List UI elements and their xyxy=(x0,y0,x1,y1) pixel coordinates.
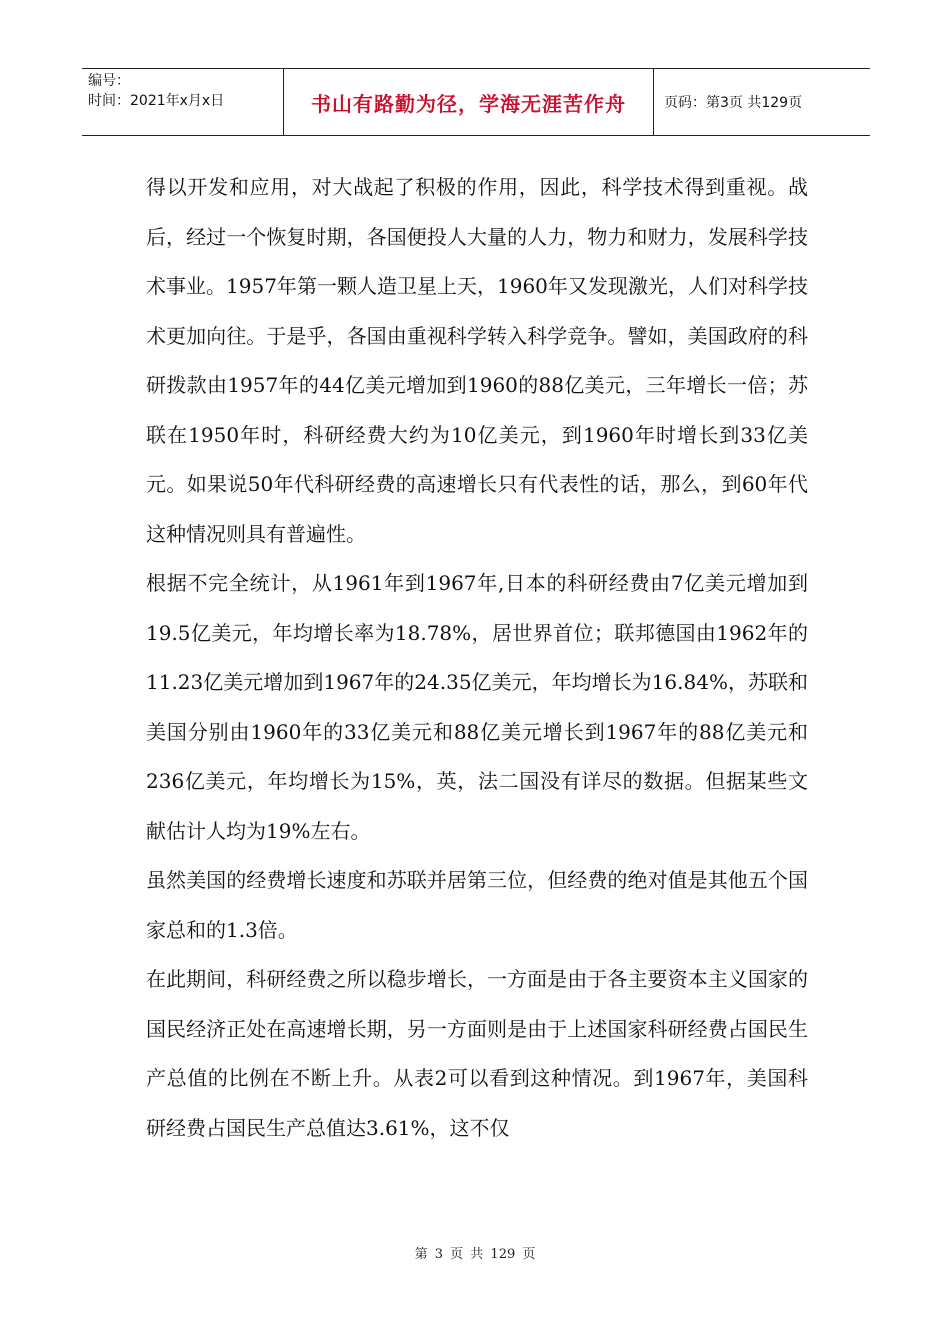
header-meta xyxy=(82,69,284,135)
page-footer: 第 3 页 共 129 页 xyxy=(414,1247,536,1262)
page-header xyxy=(82,68,870,136)
header-motto-cell xyxy=(284,69,654,135)
paragraph-3: 虽然美国的经费增长速度和苏联并居第三位，但经费的绝对值是其他五个国家总和的1.3倍。 xyxy=(146,868,808,942)
number-label: 编号： xyxy=(88,73,130,89)
page-info-text: 页码：第3页 共129页 xyxy=(664,95,803,111)
motto-text: 书山有路勤为径，学海无涯苦作舟 xyxy=(311,91,626,116)
header-page-info xyxy=(654,69,870,135)
paragraph-2: 根据不完全统计，从1961年到1967年,日本的科研经费由7亿美元增加到19.5亿美元，年均增长率为18.78%，居世界首位；联邦德国由1962年的11.23亿美元增加到1967年的24.35亿美元，年均增长为16.84%，苏联和美国分别由1960年的33亿美元和88亿美元增长到1967年的88亿美元和236亿美元，年均增长为15%，英，法二国没有详尽的数据。但据某些文献估计人均为19%左右。 xyxy=(146,571,808,843)
paragraph-4: 在此期间，科研经费之所以稳步增长，一方面是由于各主要资本主义国家的国民经济正处在高速增长期，另一方面则是由于上述国家科研经费占国民生产总值的比例在不断上升。从表2可以看到这种情况。到1967年，美国科研经费占国民生产总值达3.61%，这不仅 xyxy=(146,967,808,1140)
document-body xyxy=(146,163,808,1153)
time-label: 时间：2021年x月x日 xyxy=(88,93,225,109)
paragraph-1: 得以开发和应用，对大战起了积极的作用，因此，科学技术得到重视。战后，经过一个恢复时期，各国便投人大量的人力，物力和财力，发展科学技术事业。1957年第一颗人造卫星上天，1960年又发现激光，人们对科学技术更加向往。于是乎，各国由重视科学转入科学竞争。譬如，美国政府的科研拨款由1957年的44亿美元增加到1960的88亿美元，三年增长一倍；苏联在1950年时，科研经费大约为10亿美元，到1960年时增长到33亿美元。如果说50年代科研经费的高速增长只有代表性的话，那么，到60年代这种情况则具有普遍性。 xyxy=(146,175,808,546)
